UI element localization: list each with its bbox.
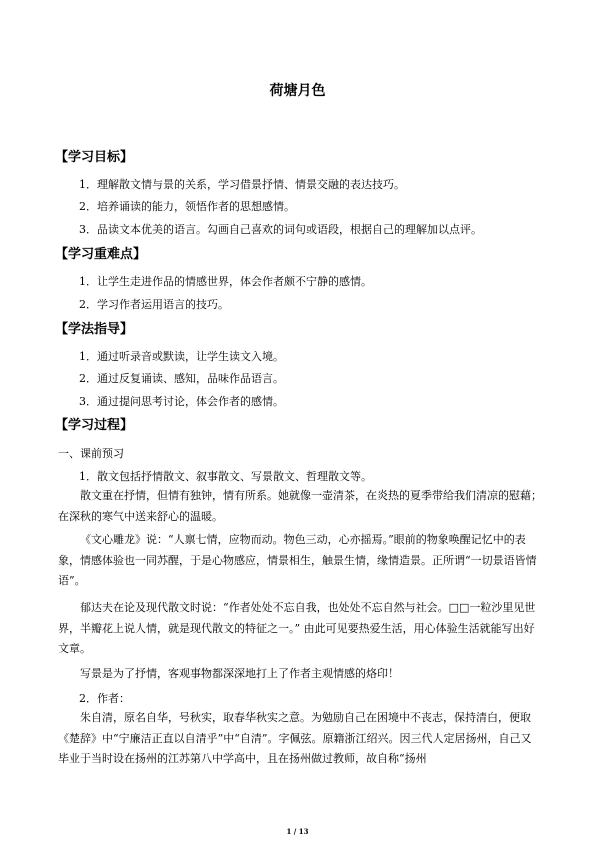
method-item: 1．通过听录音或默读，让学生读文入境。	[79, 350, 284, 363]
page-number: 1 / 13	[286, 827, 309, 836]
process-heading: 【学习过程】	[55, 418, 134, 433]
body-paragraph: 写景是为了抒情，客观事物都深深地打上了作者主观情感的烙印！	[80, 667, 399, 680]
process-point: 1．散文包括抒情散文、叙事散文、写景散文、哲理散文等。	[79, 470, 372, 483]
keypoint-item: 1．让学生走进作品的情感世界，体会作者颇不宁静的感情。	[79, 275, 372, 288]
author-paragraph: 朱自清，原名自华，号秋实，取春华秋实之意。为勉励自己在困境中不丧志，保持清白，便取《楚辞》中“宁廉洁正直以自清乎”中“自清”。字佩弦。原籍浙江绍兴。因三代人定居扬州，自己又毕业于当时设在扬州的江苏第八中学高中，且在扬州做过教师，故自称“扬州	[58, 711, 532, 765]
body-paragraph: 郁达夫在论及现代散文时说：“作者处处不忘自我，也处处不忘自然与社会。□□一粒沙里见世界，半瓣花上说人情，就是现代散文的特征之一。” 由此可见要热爱生活，用心体验生活就能写出好文章。	[58, 601, 536, 655]
page-title: 荷塘月色	[269, 83, 326, 99]
objective-item: 3．品读文本优美的语言。勾画自己喜欢的词句或语段，根据自己的理解加以点评。	[79, 223, 482, 236]
objectives-heading: 【学习目标】	[55, 150, 134, 165]
methods-heading: 【学法指导】	[55, 322, 134, 337]
objective-item: 1．理解散文情与景的关系，学习借景抒情、情景交融的表达技巧。	[79, 178, 405, 191]
keypoint-item: 2．学习作者运用语言的技巧。	[79, 298, 229, 311]
method-item: 3．通过提问思考讨论，体会作者的感情。	[79, 395, 284, 408]
body-paragraph: 《文心雕龙》说：“人禀七情，应物而动。物色三动，心亦摇焉。”眼前的物象唤醒记忆中的表象，情感体验也一同苏醒，于是心物感应，情景相生，触景生情，缘情造景。正所谓“一切景语皆情语”。	[58, 533, 537, 587]
process-point: 2．作者：	[79, 692, 130, 705]
method-item: 2．通过反复诵读、感知，品味作品语言。	[79, 372, 284, 385]
keypoints-heading: 【学习重难点】	[55, 247, 147, 262]
objective-item: 2．培养诵读的能力，领悟作者的思想感情。	[79, 200, 295, 213]
subsection-title: 一、课前预习	[58, 447, 124, 460]
body-paragraph: 散文重在抒情，但情有独钟，情有所系。她就像一壶清茶，在炎热的夏季带给我们清凉的慰藉；在深秋的寒气中送来舒心的温暖。	[58, 489, 542, 523]
